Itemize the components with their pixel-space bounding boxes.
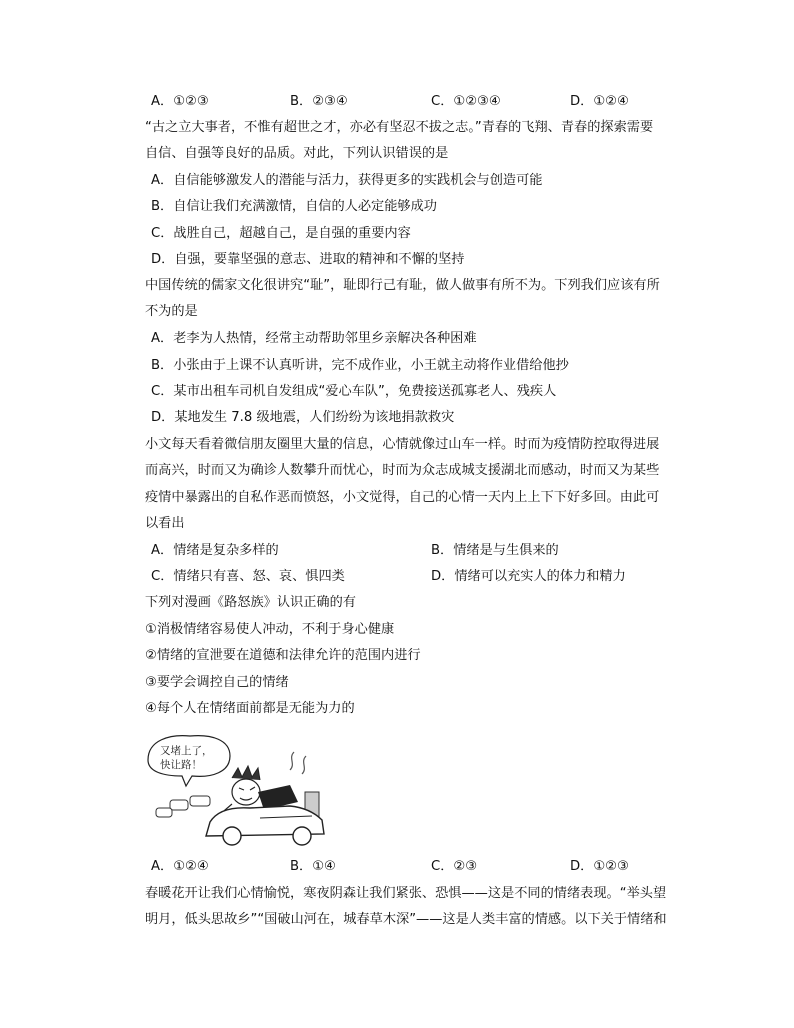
steam-lines bbox=[290, 752, 306, 774]
q1-stem-line-1: “古之立大事者，不惟有超世之才，亦必有坚忍不拔之志。”青春的飞翔、青春的探索需要 bbox=[145, 120, 654, 135]
q4-option-a: A．①②④ bbox=[151, 859, 209, 874]
q3-stem-line-3: 疫情中暴露出的自私作恶而愤怒，小文觉得，自己的心情一天内上上下下好多回。由此可 bbox=[145, 490, 660, 505]
q1-option-a: A．自信能够激发人的潜能与活力，获得更多的实践机会与创造可能 bbox=[151, 173, 543, 188]
q2-option-a: A．老李为人热情，经常主动帮助邻里乡亲解决各种困难 bbox=[151, 331, 477, 346]
q1-option-b: B．自信让我们充满激情，自信的人必定能够成功 bbox=[151, 199, 437, 214]
q1-option-c: C．战胜自己，超越自己，是自强的重要内容 bbox=[151, 226, 411, 241]
q1-stem-line-2: 自信、自强等良好的品质。对此，下列认识错误的是 bbox=[145, 146, 449, 161]
q4-item-1: ①消极情绪容易使人冲动，不利于身心健康 bbox=[145, 622, 395, 637]
q2-stem-line-1: 中国传统的儒家文化很讲究“耻”，耻即行己有耻，做人做事有所不为。下列我们应该有所 bbox=[145, 278, 660, 293]
q3-option-c: C．情绪只有喜、怒、哀、惧四类 bbox=[151, 569, 345, 584]
q3-option-b: B．情绪是与生俱来的 bbox=[431, 543, 559, 558]
q2-option-c: C．某市出租车司机自发组成“爱心车队”，免费接送孤寡老人、残疾人 bbox=[151, 384, 557, 399]
car bbox=[206, 806, 324, 845]
q3-stem-line-1: 小文每天看着微信朋友圈里大量的信息，心情就像过山车一样。时而为疫情防控取得进展 bbox=[145, 437, 660, 452]
q2-option-d: D．某地发生 7.8 级地震，人们纷纷为该地捐款救灾 bbox=[151, 410, 455, 425]
q4-item-2: ②情绪的宣泄要在道德和法律允许的范围内进行 bbox=[145, 648, 421, 663]
road-rage-cartoon bbox=[140, 730, 330, 848]
q4-stem: 下列对漫画《路怒族》认识正确的有 bbox=[145, 595, 356, 610]
q3-option-d: D．情绪可以充实人的体力和精力 bbox=[431, 569, 626, 584]
q4-item-3: ③要学会调控自己的情绪 bbox=[145, 675, 289, 690]
q5-stem-line-1: 春暖花开让我们心情愉悦，寒夜阴森让我们紧张、恐惧——这是不同的情绪表现。“举头望 bbox=[145, 886, 667, 901]
q3-stem-line-2: 而高兴，时而又为确诊人数攀升而忧心，时而为众志成城支援湖北而感动，时而又为某些 bbox=[145, 463, 660, 478]
q2-stem-line-2: 不为的是 bbox=[145, 304, 198, 319]
q4-item-4: ④每个人在情绪面前都是无能为力的 bbox=[145, 701, 355, 716]
q1-option-d: D．自强，要靠坚强的意志、进取的精神和不懈的坚持 bbox=[151, 252, 465, 267]
q5-stem-line-2: 明月，低头思故乡”“国破山河在，城春草木深”——这是人类丰富的情感。以下关于情绪和 bbox=[145, 912, 667, 927]
q3-option-a: A．情绪是复杂多样的 bbox=[151, 543, 279, 558]
q3-stem-line-4: 以看出 bbox=[145, 516, 185, 531]
q4-option-d: D．①②③ bbox=[570, 859, 629, 874]
speech-line-1: 又堵上了， bbox=[160, 745, 213, 757]
option-b: B．②③④ bbox=[290, 94, 348, 109]
q4-option-b: B．①④ bbox=[290, 859, 336, 874]
speech-line-2: 快让路！ bbox=[160, 759, 202, 771]
q2-option-b: B．小张由于上课不认真听讲，完不成作业，小王就主动将作业借给他抄 bbox=[151, 358, 569, 373]
option-c: C．①②③④ bbox=[431, 94, 501, 109]
option-d: D．①②④ bbox=[570, 94, 629, 109]
q4-option-c: C．②③ bbox=[431, 859, 478, 874]
option-a: A．①②③ bbox=[151, 94, 209, 109]
